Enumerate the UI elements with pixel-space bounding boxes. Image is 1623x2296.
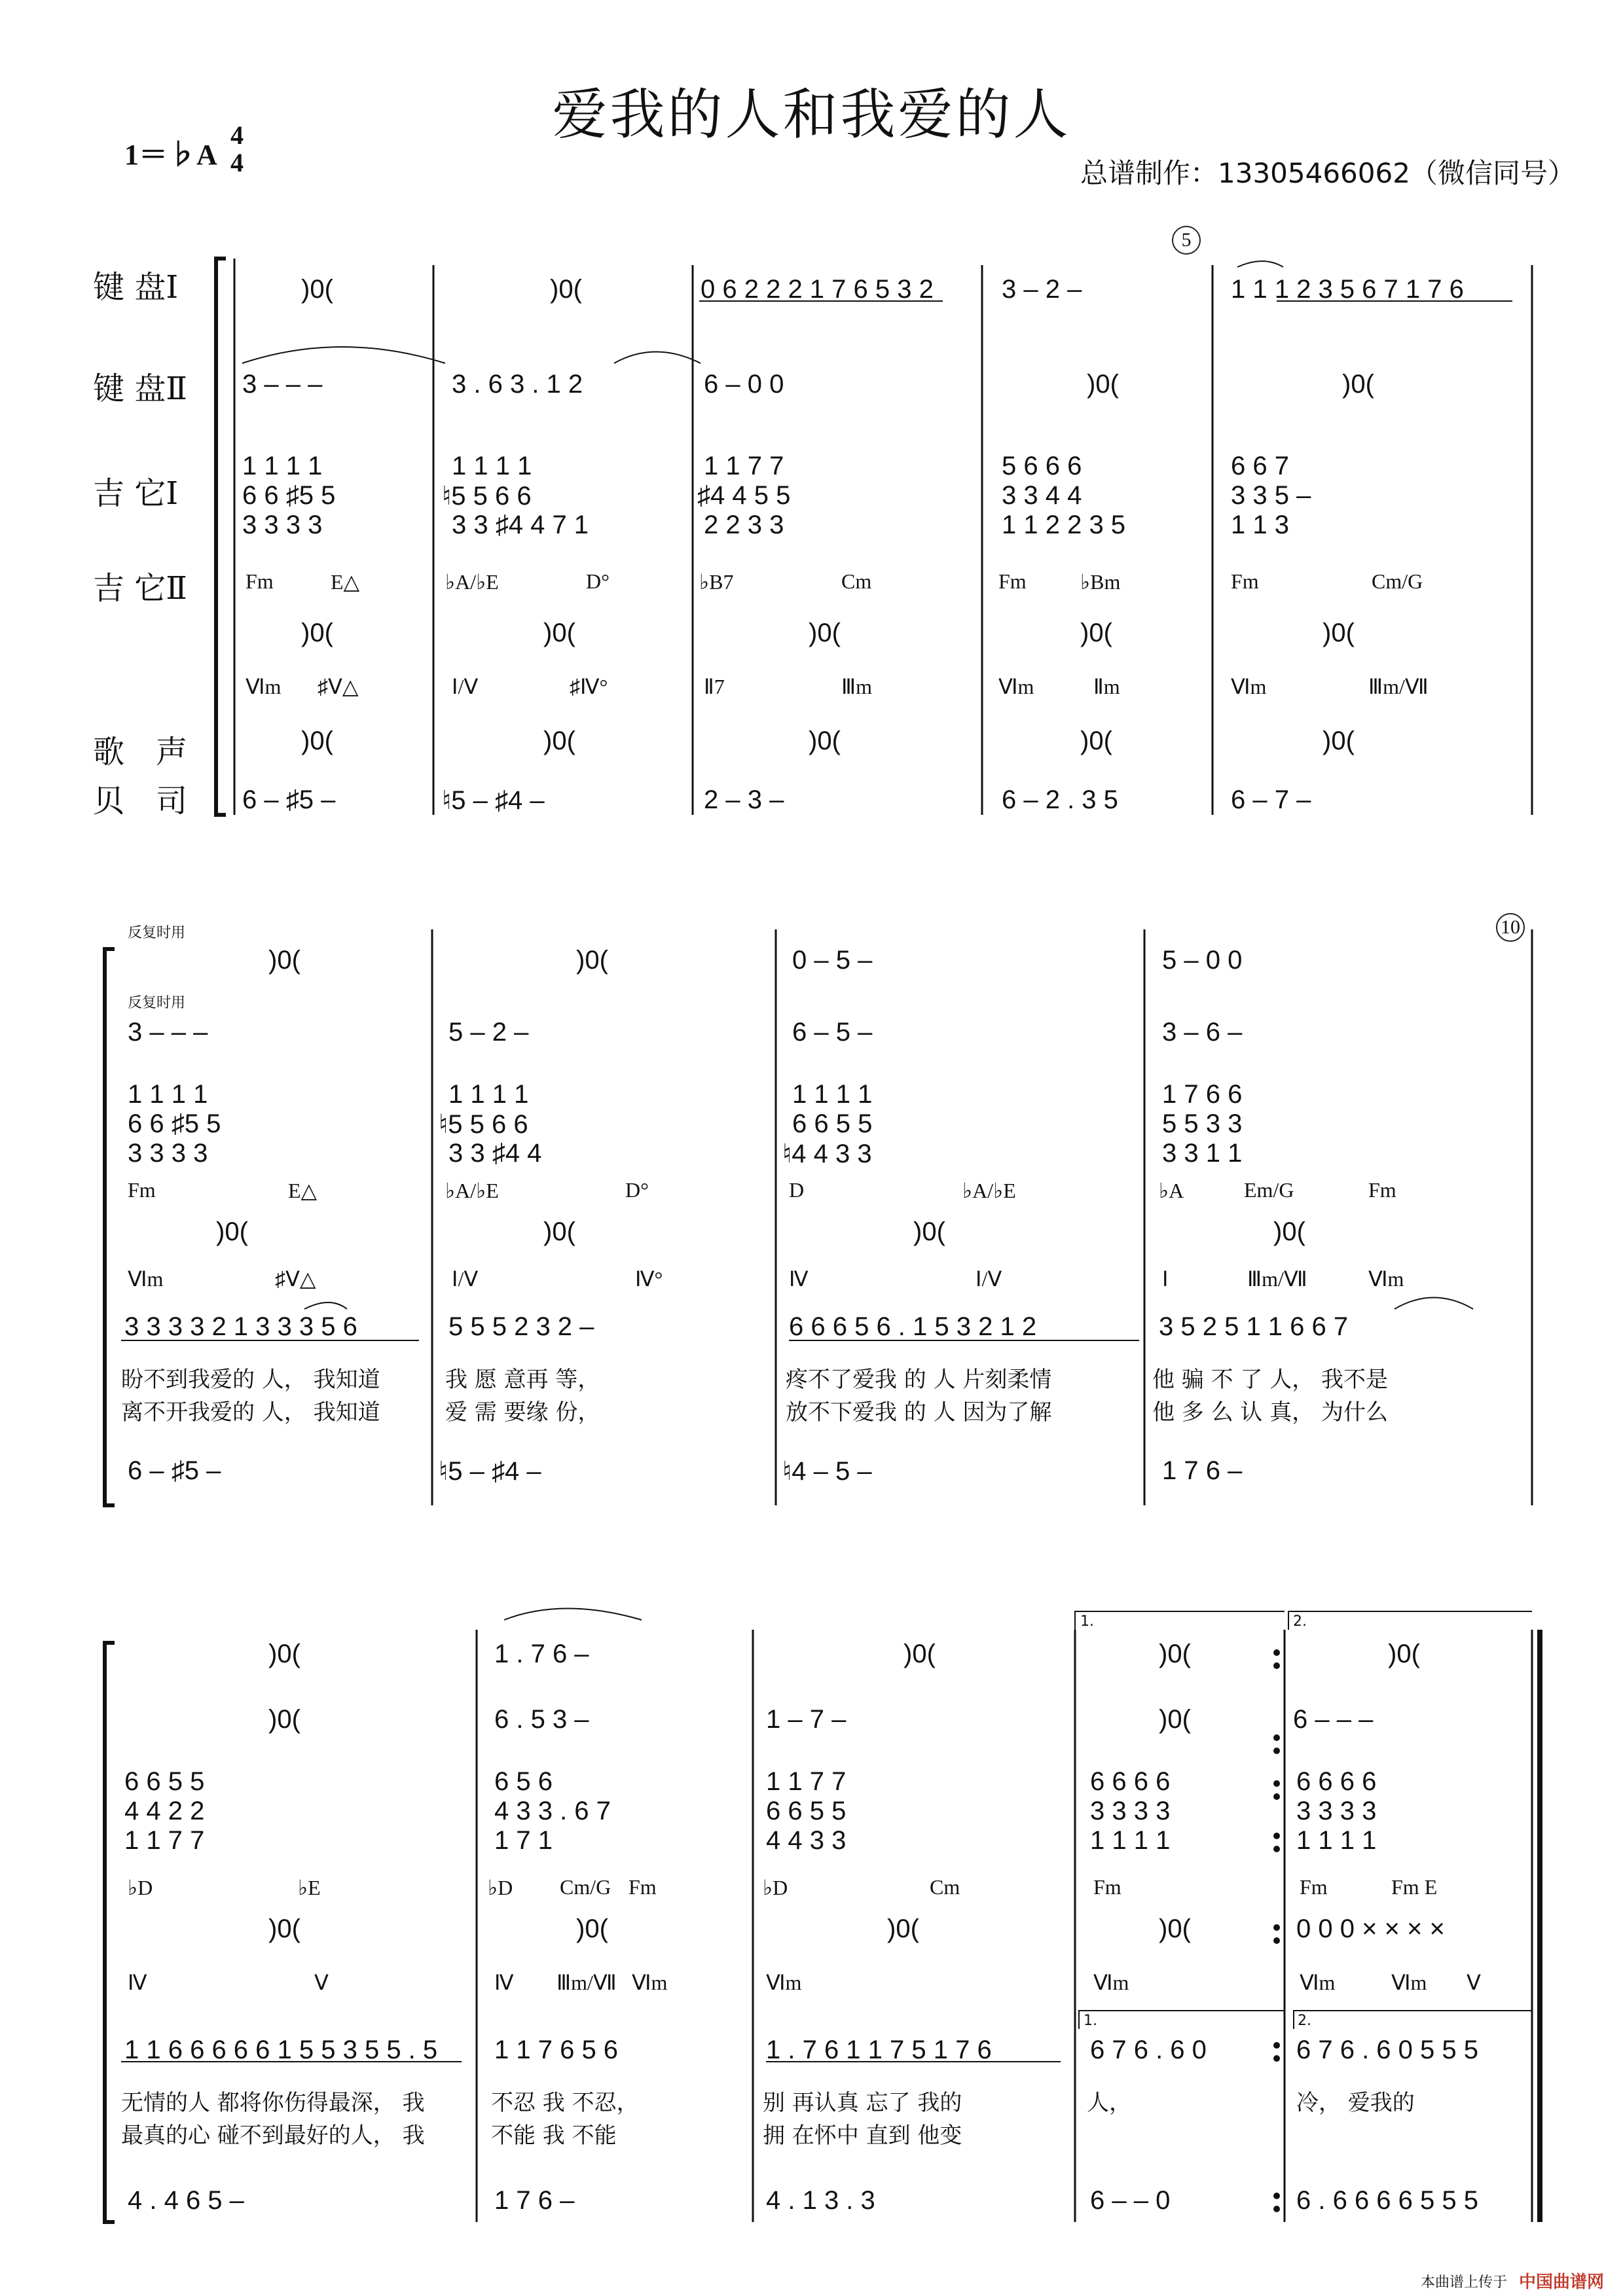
repeat-note: 反复时用 <box>128 925 186 941</box>
gt1-mid: ♮5 5 6 6 <box>439 1110 528 1139</box>
kb1-measure: )0( <box>576 946 608 975</box>
voice-measure: 3 3 3 3 2 1 3 3 3 5 6 <box>124 1312 357 1341</box>
bass-measure: 6 – 2 . 3 5 <box>1002 785 1118 814</box>
roman-numeral: Ⅲm/Ⅶ <box>1368 675 1429 698</box>
roman-numeral: Ⅵm <box>1231 675 1267 698</box>
gt1-top: 1 7 6 6 <box>1162 1080 1243 1109</box>
footer-text: 本曲谱上传于 <box>1421 2274 1508 2291</box>
gt1-mid: 3 3 3 3 <box>1090 1797 1171 1825</box>
bass-measure: 2 – 3 – <box>704 785 784 814</box>
roman-numeral: Ⅵm <box>766 1971 802 1994</box>
kb2-measure: 3 – 6 – <box>1162 1018 1243 1047</box>
gt1-bot: 1 1 1 1 <box>1296 1826 1377 1855</box>
gt1-bot: 1 1 2 2 3 5 <box>1002 511 1126 539</box>
roman-numeral: Ⅵm <box>246 675 282 698</box>
bass-measure: ♮5 – ♯4 – <box>439 1457 541 1486</box>
roman-numeral: Ⅲm/Ⅶ <box>1247 1267 1307 1291</box>
gt2-rhythm: 0 0 0 × × × × <box>1296 1914 1445 1943</box>
roman-numeral: Ⅳ <box>494 1971 514 1994</box>
kb1-measure: )0( <box>268 946 301 975</box>
lyric-line-1: 人， <box>1087 2090 1131 2116</box>
lyric-line-1: 盼不到我爱的 人， 我知道 <box>121 1367 380 1393</box>
chord-symbol: Cm/G <box>560 1875 611 1899</box>
tie-arc <box>304 1302 347 1309</box>
gt1-bot: 3 3 3 3 <box>242 511 323 539</box>
lyric-line-1: 不忍 我 不忍， <box>491 2090 639 2116</box>
voice-measure: 1 . 7 6 1 1 7 5 1 7 6 <box>766 2036 992 2064</box>
gt1-bot: 1 7 1 <box>494 1826 553 1855</box>
kb2-measure: 6 – 5 – <box>792 1018 873 1047</box>
gt1-top: 5 6 6 6 <box>1002 452 1082 480</box>
voice-measure: 1 1 6 6 6 6 6 1 5 5 3 5 5 . 5 <box>124 2036 438 2064</box>
tie-arc <box>614 352 701 364</box>
bass-measure: 6 – 7 – <box>1231 785 1311 814</box>
gt1-bot: 1 1 7 7 <box>124 1826 205 1855</box>
time-signature-top: 4 <box>230 120 244 150</box>
gt1-bot: 2 2 3 3 <box>704 511 784 539</box>
instrument-label-keyboard-2: 键 盘Ⅱ <box>93 370 187 407</box>
kb1-measure: 1 . 7 6 – <box>494 1640 589 1668</box>
gt1-mid: 4 3 3 . 6 7 <box>494 1797 611 1825</box>
roman-numeral: Ⅴ <box>1467 1971 1481 1994</box>
voice-rest: )0( <box>301 726 333 755</box>
lyric-line-1: 他 骗 不 了 人， 我不是 <box>1152 1367 1389 1393</box>
instrument-label-voice: 歌 声 <box>93 734 188 770</box>
instrument-label-guitar-2: 吉 它Ⅱ <box>93 570 187 607</box>
kb2-measure: )0( <box>1342 370 1374 399</box>
roman-numeral: Ⅵm <box>1300 1971 1336 1994</box>
volta-2-label: 2. <box>1293 1613 1307 1630</box>
kb1-measure: )0( <box>1388 1640 1420 1668</box>
bass-measure: 6 – ♯5 – <box>242 785 336 814</box>
kb1-measure: 3 – 2 – <box>1002 275 1082 304</box>
chord-symbol: ♭D <box>763 1876 788 1899</box>
kb1-measure: )0( <box>903 1640 936 1668</box>
gt1-mid: ♯4 4 5 5 <box>697 481 791 510</box>
lyric-line-2: 他 多 么 认 真， 为什么 <box>1152 1399 1389 1426</box>
gt2-rest: )0( <box>543 1217 575 1246</box>
gt1-top: 1 1 1 1 <box>128 1080 208 1109</box>
roman-numeral: Ⅰ/Ⅴ <box>452 675 479 698</box>
instrument-label-bass: 贝 司 <box>93 783 188 819</box>
bass-measure: 6 – – 0 <box>1090 2186 1171 2215</box>
chord-symbol: Fm <box>128 1178 156 1202</box>
kb2-measure: 3 . 6 3 . 1 2 <box>452 370 583 399</box>
voice-measure: 6 6 6 5 6 . 1 5 3 2 1 2 <box>789 1312 1037 1341</box>
gt1-bot: 4 4 3 3 <box>766 1826 847 1855</box>
instrument-label-guitar-1: 吉 它Ⅰ <box>93 475 179 512</box>
kb2-measure: )0( <box>1087 370 1119 399</box>
roman-numeral: Ⅱ7 <box>704 675 725 698</box>
chord-symbol: E△ <box>331 570 360 594</box>
volta-1-bracket-voice <box>1079 2011 1285 2029</box>
roman-numeral: Ⅱm <box>1093 675 1120 698</box>
kb2-measure: 6 – – – <box>1293 1705 1374 1734</box>
site-logo[interactable]: 中国曲谱网 <box>1519 2272 1605 2292</box>
gt1-top: 6 6 5 5 <box>124 1767 205 1796</box>
gt2-rest: )0( <box>1159 1914 1191 1943</box>
tie-arc <box>242 347 445 363</box>
tie-arc <box>1395 1298 1473 1310</box>
roman-numeral: Ⅳ <box>128 1971 147 1994</box>
chord-symbol: ♭A/♭E <box>445 570 499 594</box>
gt1-top: 1 1 1 1 <box>452 452 532 480</box>
repeat-note: 反复时用 <box>128 995 186 1011</box>
measure-number-5: 5 <box>1172 226 1201 255</box>
kb1-measure: )0( <box>1159 1640 1191 1668</box>
kb2-measure: 3 – – – <box>128 1018 208 1047</box>
gt1-mid: 3 3 3 3 <box>1296 1797 1377 1825</box>
tie-arc <box>504 1609 642 1621</box>
roman-numeral: Ⅲm <box>841 675 872 698</box>
lyric-line-2: 离不开我爱的 人， 我知道 <box>121 1399 380 1426</box>
instrument-label-keyboard-1: 键 盘Ⅰ <box>93 269 179 306</box>
gt2-rest: )0( <box>809 619 841 647</box>
tie-arc <box>1237 261 1283 267</box>
chord-symbol: ♭A <box>1159 1179 1184 1202</box>
kb2-measure: 6 . 5 3 – <box>494 1705 589 1734</box>
chord-symbol: ♭A/♭E <box>445 1179 499 1202</box>
chord-symbol: E△ <box>288 1179 318 1202</box>
gt1-bot: ♮4 4 3 3 <box>782 1139 872 1168</box>
lyric-line-1: 我 愿 意再 等， <box>445 1367 600 1393</box>
score-title: 爱我的人和我爱的人 <box>552 82 1071 147</box>
roman-numeral: ♯Ⅴ△ <box>275 1267 316 1291</box>
gt1-bot: 1 1 1 1 <box>1090 1826 1171 1855</box>
voice-rest: )0( <box>1322 726 1355 755</box>
volta-1-label-voice: 1. <box>1084 2013 1097 2029</box>
lyric-line-1: 无情的人 都将你伤得最深， 我 <box>121 2090 425 2116</box>
system1-bracket <box>216 259 226 815</box>
gt1-top: 1 1 7 7 <box>704 452 784 480</box>
chord-symbol: Fm <box>1093 1875 1122 1899</box>
bass-measure: ♮5 – ♯4 – <box>442 786 545 815</box>
roman-numeral: Ⅳ <box>789 1267 809 1291</box>
gt1-top: 6 6 7 <box>1231 452 1289 480</box>
roman-numeral: Ⅴ <box>314 1971 329 1994</box>
chord-symbol: Fm <box>246 569 274 593</box>
gt2-rest: )0( <box>216 1217 248 1246</box>
bass-measure: 1 7 6 – <box>494 2186 575 2215</box>
chord-symbol: ♭A/♭E <box>962 1179 1016 1202</box>
chord-symbol: ♭Bm <box>1080 570 1121 594</box>
gt2-rest: )0( <box>543 619 575 647</box>
measure-number-10: 10 <box>1496 913 1525 942</box>
roman-numeral: Ⅰ/Ⅴ <box>452 1267 479 1291</box>
voice-measure: 6 7 6 . 6 0 5 5 5 <box>1296 2036 1478 2064</box>
volta-1-label: 1. <box>1080 1613 1094 1630</box>
roman-numeral: ♯Ⅳ° <box>570 675 608 698</box>
chord-symbol: D <box>789 1178 805 1202</box>
voice-rest: )0( <box>809 726 841 755</box>
kb2-measure: 1 – 7 – <box>766 1705 847 1734</box>
bass-measure: 4 . 4 6 5 – <box>128 2186 244 2215</box>
chord-symbol: Em/G <box>1244 1178 1294 1202</box>
lyric-line-2: 爱 需 要缘 份， <box>445 1399 600 1426</box>
kb1-measure: 1 1 1 2 3 5 6 7 1 7 6 <box>1231 275 1464 304</box>
time-signature-bottom: 4 <box>230 148 244 177</box>
gt2-rest: )0( <box>887 1914 919 1943</box>
kb2-measure: 6 – 0 0 <box>704 370 784 399</box>
gt1-top: 1 1 1 1 <box>792 1080 873 1109</box>
gt1-top: 6 6 6 6 <box>1090 1767 1171 1796</box>
bass-measure: 4 . 1 3 . 3 <box>766 2186 875 2215</box>
volta-2-bracket <box>1288 1611 1532 1630</box>
lyric-line-2: 放不下爱我 的 人 因为了解 <box>786 1399 1052 1426</box>
gt1-mid: 6 6 ♯5 5 <box>242 481 336 510</box>
gt1-mid: 5 5 3 3 <box>1162 1109 1243 1138</box>
lyric-line-1: 疼不了爱我 的 人 片刻柔情 <box>786 1367 1052 1393</box>
roman-numeral: Ⅳ° <box>635 1267 663 1291</box>
gt1-mid: 6 6 ♯5 5 <box>128 1109 221 1138</box>
gt1-mid: 4 4 2 2 <box>124 1797 205 1825</box>
roman-numeral: Ⅵm <box>998 675 1034 698</box>
chord-symbol: ♭D <box>128 1876 153 1899</box>
gt1-mid: 6 6 5 5 <box>766 1797 847 1825</box>
gt1-bot: 3 3 ♯4 4 7 1 <box>452 511 589 539</box>
system3-bracket <box>105 1643 115 2222</box>
chord-symbol: ♭B7 <box>699 570 734 594</box>
lyric-line-2: 拥 在怀中 直到 他变 <box>763 2123 962 2149</box>
gt1-mid: ♮5 5 6 6 <box>442 482 532 511</box>
chord-symbol: D° <box>586 569 610 593</box>
voice-rest: )0( <box>543 726 575 755</box>
chord-symbol: Fm <box>998 569 1027 593</box>
gt1-top: 1 1 1 1 <box>242 452 323 480</box>
chord-symbol: D° <box>625 1178 649 1202</box>
kb1-measure: )0( <box>301 275 333 304</box>
volta-2-label-voice: 2. <box>1298 2013 1311 2029</box>
chord-symbol: Fm <box>1300 1875 1328 1899</box>
lyric-line-1: 冷， 爱我的 <box>1296 2090 1415 2116</box>
chord-symbol: ♭D <box>488 1876 513 1899</box>
chord-symbol: Cm <box>930 1875 960 1899</box>
gt1-bot: 1 1 3 <box>1231 511 1289 539</box>
gt1-mid: 3 3 4 4 <box>1002 481 1082 510</box>
kb1-measure: 5 – 0 0 <box>1162 946 1243 975</box>
chord-symbol: Fm E <box>1391 1875 1438 1899</box>
chord-symbol: Fm <box>629 1875 657 1899</box>
roman-numeral: Ⅵm <box>1368 1267 1404 1291</box>
gt1-top: 6 5 6 <box>494 1767 553 1796</box>
bass-measure: 6 . 6 6 6 6 5 5 5 <box>1296 2186 1478 2215</box>
gt1-top: 6 6 6 6 <box>1296 1767 1377 1796</box>
gt2-rest: )0( <box>913 1217 945 1246</box>
bass-measure: 1 7 6 – <box>1162 1456 1243 1485</box>
chord-symbol: Fm <box>1368 1178 1396 1202</box>
kb2-measure: )0( <box>1159 1705 1191 1734</box>
voice-measure: 1 1 7 6 5 6 <box>494 2036 619 2064</box>
roman-numeral: Ⅵm <box>1093 1971 1129 1994</box>
gt1-bot: 3 3 1 1 <box>1162 1139 1243 1168</box>
gt2-rest: )0( <box>1322 619 1355 647</box>
voice-measure: 3 5 2 5 1 1 6 6 7 <box>1159 1312 1349 1341</box>
roman-numeral: Ⅰ/Ⅴ <box>976 1267 1002 1291</box>
gt2-rest: )0( <box>1080 619 1112 647</box>
roman-numeral: Ⅲm/Ⅶ <box>556 1971 617 1994</box>
gt2-rest: )0( <box>1273 1217 1305 1246</box>
key-signature: 1＝♭A <box>124 139 217 171</box>
system2-bracket <box>105 949 115 1505</box>
gt1-bot: 3 3 ♯4 4 <box>448 1139 542 1168</box>
chord-symbol: Cm <box>841 569 872 593</box>
chord-symbol: Cm/G <box>1372 569 1423 593</box>
gt2-rest: )0( <box>301 619 333 647</box>
roman-numeral: Ⅵm <box>632 1971 668 1994</box>
gt1-top: 1 1 1 1 <box>448 1080 529 1109</box>
voice-measure: 5 5 5 2 3 2 – <box>448 1312 594 1341</box>
lyric-line-2: 最真的心 碰不到最好的人， 我 <box>121 2123 425 2149</box>
roman-numeral: Ⅵm <box>1391 1971 1427 1994</box>
lyric-line-2: 不能 我 不能 <box>491 2123 617 2149</box>
gt1-mid: 6 6 5 5 <box>792 1109 873 1138</box>
voice-measure: 6 7 6 . 6 0 <box>1090 2036 1207 2064</box>
kb1-measure: 0 – 5 – <box>792 946 873 975</box>
kb1-measure: )0( <box>268 1640 301 1668</box>
kb2-measure: )0( <box>268 1705 301 1734</box>
bass-measure: 6 – ♯5 – <box>128 1456 221 1485</box>
gt1-bot: 3 3 3 3 <box>128 1139 208 1168</box>
gt1-top: 1 1 7 7 <box>766 1767 847 1796</box>
volta-2-bracket-voice <box>1294 2011 1532 2029</box>
lyric-line-1: 别 再认真 忘了 我的 <box>763 2090 962 2116</box>
gt2-rest: )0( <box>576 1914 608 1943</box>
gt1-mid: 3 3 5 – <box>1231 481 1311 510</box>
voice-rest: )0( <box>1080 726 1112 755</box>
chord-symbol: ♭E <box>298 1876 321 1899</box>
volta-1-bracket <box>1075 1611 1285 1630</box>
bass-measure: ♮4 – 5 – <box>782 1457 872 1486</box>
roman-numeral: Ⅰ <box>1162 1267 1169 1291</box>
credit-line: 总谱制作：13305466062（微信同号） <box>1080 157 1575 189</box>
kb1-measure: )0( <box>550 275 582 304</box>
kb1-measure: 0 6 2 2 2 1 7 6 5 3 2 <box>701 275 934 304</box>
kb2-measure: 5 – 2 – <box>448 1018 529 1047</box>
gt2-rest: )0( <box>268 1914 301 1943</box>
roman-numeral: Ⅵm <box>128 1267 164 1291</box>
chord-symbol: Fm <box>1231 569 1259 593</box>
kb2-measure: 3 – – – <box>242 370 323 399</box>
roman-numeral: ♯Ⅴ△ <box>318 675 359 698</box>
